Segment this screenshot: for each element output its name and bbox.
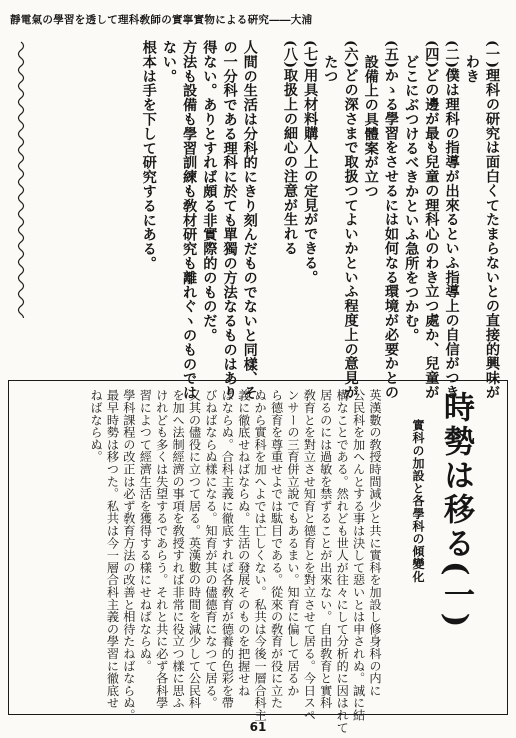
page-number: 61 [249,720,267,734]
article-line: びねばならぬ樣になる。知育が其の儘德育になつて居る。 [203,389,218,709]
text-line: (八)取扱上の細心の注意が生れる [281,40,298,256]
text-line: わき [463,40,480,84]
article-line: 英漢數の敎授時間減少と共に實科を加設し修身科の内に [368,389,382,697]
upper-text-block [40,40,502,400]
text-line: (四)どの邊が最も兒童の理科心のわき立つ處か、兒童が [423,40,440,400]
text-line: (一)理科の研究は面白くてたまらないとの直接的興味が [484,40,500,400]
text-line: 設備上の具體案が立つ [362,40,379,199]
article-line: 又其の儘役に立つて居る。英漢數の時間を減少して公民科 [187,389,202,709]
text-line: (二)僕は理科の指導が出來るといふ指導上の自信がつき [443,40,460,400]
text-line: たつ [322,40,339,84]
article-line: を加へ法制經濟の事項を敎授すれば非常に役立つ樣に思ふ [171,389,186,709]
article-line: 構なことである。然れども世人が往々にして分析的に因はれて [335,389,350,734]
text-line: 方法も設備も學習訓練も敎材研究も離れぐヽのものでは [181,40,198,400]
article-line: ぬから實科を加へよでは亡しくない。私共は今後一層合科主 [253,389,268,722]
text-line: 人間の生活は分科的にきり刻んだものでないと同樣、そ [241,40,258,400]
article-line: ンサーの三育併立說でもあるまい。知育に偏して居るか [285,389,300,697]
article-title-number: (一) [438,561,474,631]
article-line: 最早時勢は移つた。私共は今一層合科主義の學習に徹底せ [105,389,120,709]
text-line: の一分科である理科に於ても單獨の方法なるものはあり [221,40,238,400]
article-line: ら德育を尊重せよでは駄目である。從來の敎育が役に立た [269,389,284,709]
text-line: 得ない。ありとすれば頗る非實際的のものだ。 [201,40,218,343]
article-line: 公民科を加へんとする事は決して惡いとは申されぬ。誠に結 [351,389,366,722]
text-line: どこにぶつけるべきかといふ急所をつかむ。 [403,40,420,343]
article-title [434,391,479,630]
text-line: (六)どの深さまで取扱つてよいかといふ程度上の意見が [342,40,359,400]
article-line: けれども多くは失望するであらう。それと共に必ず各科學 [154,389,169,709]
paragraph-gap [260,40,280,318]
article-line: 敎育とを對立させ知育と德育とを對立させて居る。今日スペ [302,389,317,722]
text-line: ない。 [160,40,177,84]
decorative-wavy-divider [14,40,28,318]
text-line: (五)かゝる學習をさせるには如何なる環境が必要かとの [382,40,399,400]
article-title-text: 時勢は移る [438,391,474,561]
text-line: (七)用具材料購入上の定見ができる。 [302,40,319,285]
article-line: 習によつて經濟生活を獲得する樣にせねばならぬ。 [138,389,153,672]
article-line: 義に徹底せねばならぬ。生活の發展そのものを把握せね [236,389,251,697]
text-line: 根本は手を下して研究するにある。 [140,40,157,271]
article-subtitle: 實科の加設と各學科の傾變化 [411,419,425,583]
article-line: 居るのには過敏を禁ずることが出來ない。自由敎育と實科 [318,389,333,709]
article-line: ねばならぬ。 [89,389,104,463]
running-header: 靜電氣の學習を透して理科敎師の實寧實物による硏究――大浦 [10,14,313,26]
article-line: ばならぬ。合科主義に徹底すれば各敎育が德養的色彩を帶 [220,389,235,709]
article-line: 學科課程の改正は必ず敎育方法の改善と相待たねばならぬ。 [121,389,136,722]
